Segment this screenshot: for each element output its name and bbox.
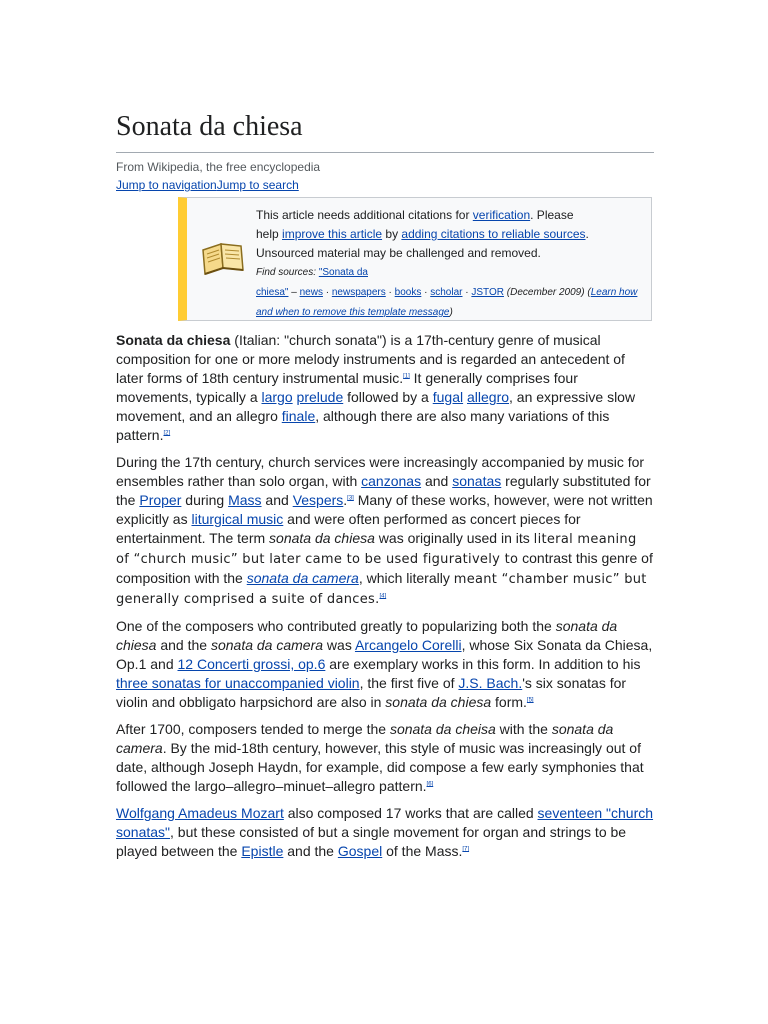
paren: ) (449, 307, 453, 318)
italic-term: sonata da chiesa (385, 694, 492, 710)
notice-text-part: This article needs additional citations for (256, 208, 473, 222)
notice-text-part: . (585, 227, 589, 241)
jstor-link[interactable]: JSTOR (471, 287, 504, 298)
text: literal meaning of “church music” but later came to be used figuratively to (116, 532, 637, 567)
jump-to-navigation-link[interactable]: Jump to navigation (116, 178, 217, 192)
text: . By the mid-18th century, however, this style of music was increasingly out of date, although Joseph Haydn, for example, did compose a few early symphonies that followed the largo–allegro–minuet–allegro pattern. (116, 740, 644, 794)
text: also composed 17 works that are called (283, 805, 538, 821)
italic-term: sonata da chiesa (116, 618, 618, 653)
text: of the Mass. (382, 843, 463, 859)
text: It generally comprises four movements, typically a (116, 370, 578, 405)
text: , whose Six Sonata da Chiesa, Op.1 and (116, 637, 653, 672)
text: After 1700, composers tended to merge the (116, 721, 390, 737)
unsourced-warning: Unsourced material may be challenged and removed. (256, 246, 541, 260)
citation-3[interactable]: [3] (347, 495, 354, 502)
citation-notice-box (178, 197, 652, 321)
search-query-link[interactable]: "Sonata da (318, 267, 368, 278)
prelude-link[interactable]: prelude (296, 389, 344, 405)
jump-to-search-link[interactable]: Jump to search (216, 178, 299, 192)
text: and the (283, 843, 338, 859)
jump-links (116, 177, 654, 193)
italic-term: sonata da cheisa (389, 721, 496, 737)
mass-link[interactable]: Mass (228, 492, 262, 508)
fugal-link[interactable]: fugal (432, 389, 464, 405)
verification-link[interactable]: verification (472, 208, 531, 222)
paragraph-2 (116, 453, 654, 609)
books-link[interactable]: books (394, 287, 422, 298)
text: and (421, 473, 453, 489)
italic-term: sonata da chiesa (269, 530, 375, 546)
text: Many of these works, however, were not written explicitly as (116, 492, 653, 527)
text: meant “chamber music” but generally comprised a suite of dances. (116, 572, 647, 607)
three-sonatas-link[interactable]: three sonatas for unaccompanied violin (116, 675, 360, 691)
separator: · (421, 287, 431, 298)
text: and (261, 492, 293, 508)
allegro-link[interactable]: allegro (466, 389, 510, 405)
text: contrast this genre of composition with the (116, 550, 653, 586)
notice-text-part: help (256, 227, 283, 241)
text: regularly substituted for the (116, 473, 651, 508)
notice-text (256, 206, 652, 323)
text: and were often performed as concert pieces for entertainment. The term (116, 511, 581, 546)
epistle-link[interactable]: Epistle (241, 843, 284, 859)
learn-more-text: Learn how and when to remove this template message (256, 287, 638, 318)
finale-link[interactable]: finale (281, 408, 316, 424)
corelli-link[interactable]: Arcangelo Corelli (354, 637, 462, 653)
sonata-da-camera-link[interactable]: sonata da camera (246, 570, 359, 586)
text: One of the composers who contributed greatly to popularizing both the (116, 618, 556, 634)
news-link[interactable]: news (299, 287, 323, 298)
separator: · (322, 287, 332, 298)
text: , but these consisted of but a single movement for organ and strings to be played between the (116, 824, 627, 859)
notice-text-part: . Please (530, 208, 574, 222)
paren: ( (587, 287, 591, 298)
citation-4[interactable]: [4] (379, 593, 387, 600)
text: followed by a (343, 389, 433, 405)
vespers-link[interactable]: Vespers (292, 492, 344, 508)
liturgical-music-link[interactable]: liturgical music (191, 511, 284, 527)
canzonas-link[interactable]: canzonas (361, 473, 422, 489)
find-sources-label: Find sources: (256, 267, 317, 278)
text: , an expressive slow movement, and an allegro (116, 389, 636, 424)
citation-1[interactable]: [1] (403, 373, 410, 380)
newspapers-link[interactable]: newspapers (331, 287, 386, 298)
paragraph-5 (116, 804, 654, 861)
article-content (116, 108, 654, 869)
citation-7[interactable]: [7] (462, 846, 470, 853)
separator: · (385, 287, 395, 298)
text: was (323, 637, 355, 653)
site-tagline: From Wikipedia, the free encyclopedia (116, 160, 321, 174)
text: 's six sonatas for violin and obbligato harpsichord are also in (116, 675, 627, 710)
notice-text-part: by (382, 227, 402, 241)
article-body (116, 331, 654, 861)
italic-term: sonata da camera (210, 637, 324, 653)
sonatas-link[interactable]: sonatas (452, 473, 502, 489)
text: , which literally (358, 570, 454, 586)
text: During the 17th century, church services were increasingly accompanied by music for ensembles rather than solo organ, with (116, 454, 645, 489)
bach-link[interactable]: J.S. Bach. (458, 675, 523, 691)
notice-date: (December 2009) (503, 287, 588, 298)
text: form. (491, 694, 527, 710)
search-query-link-cont[interactable]: chiesa" (256, 287, 289, 298)
paragraph-3 (116, 617, 654, 712)
text: (Italian: "church sonata") is a 17th-century genre of musical composition for one or more melody instruments and is regarded an antecedent of later forms of 18th century instrumental music. (116, 332, 625, 386)
paragraph-1 (116, 331, 654, 445)
mozart-link[interactable]: Wolfgang Amadeus Mozart (116, 805, 284, 821)
text: and the (156, 637, 211, 653)
text: during (181, 492, 229, 508)
citation-6[interactable]: [6] (426, 781, 434, 788)
concerti-grossi-link[interactable]: 12 Concerti grossi, op.6 (177, 656, 326, 672)
seventeen-church-sonatas-link[interactable]: seventeen "church sonatas" (116, 805, 654, 840)
citation-5[interactable]: [5] (526, 697, 534, 704)
adding-citations-link[interactable]: adding citations to reliable sources (401, 227, 586, 241)
paragraph-4 (116, 720, 654, 796)
page-title: Sonata da chiesa (116, 108, 654, 153)
separator: – (288, 287, 300, 298)
scholar-link[interactable]: scholar (430, 287, 463, 298)
book-icon (199, 236, 247, 276)
article-subject: Sonata da chiesa (116, 332, 231, 348)
proper-link[interactable]: Proper (139, 492, 182, 508)
text: . (343, 492, 348, 508)
text: with the (495, 721, 552, 737)
largo-link[interactable]: largo (261, 389, 293, 405)
text: are exemplary works in this form. In addition to his (325, 656, 641, 672)
text: , the first five of (359, 675, 459, 691)
improve-article-link[interactable]: improve this article (282, 227, 383, 241)
italic-term: sonata da camera (116, 721, 614, 756)
text: was originally used in its (374, 530, 534, 546)
gospel-link[interactable]: Gospel (337, 843, 383, 859)
separator: · (462, 287, 472, 298)
citation-2[interactable]: [2] (163, 430, 171, 437)
text: , although there are also many variations of this pattern. (116, 408, 610, 443)
